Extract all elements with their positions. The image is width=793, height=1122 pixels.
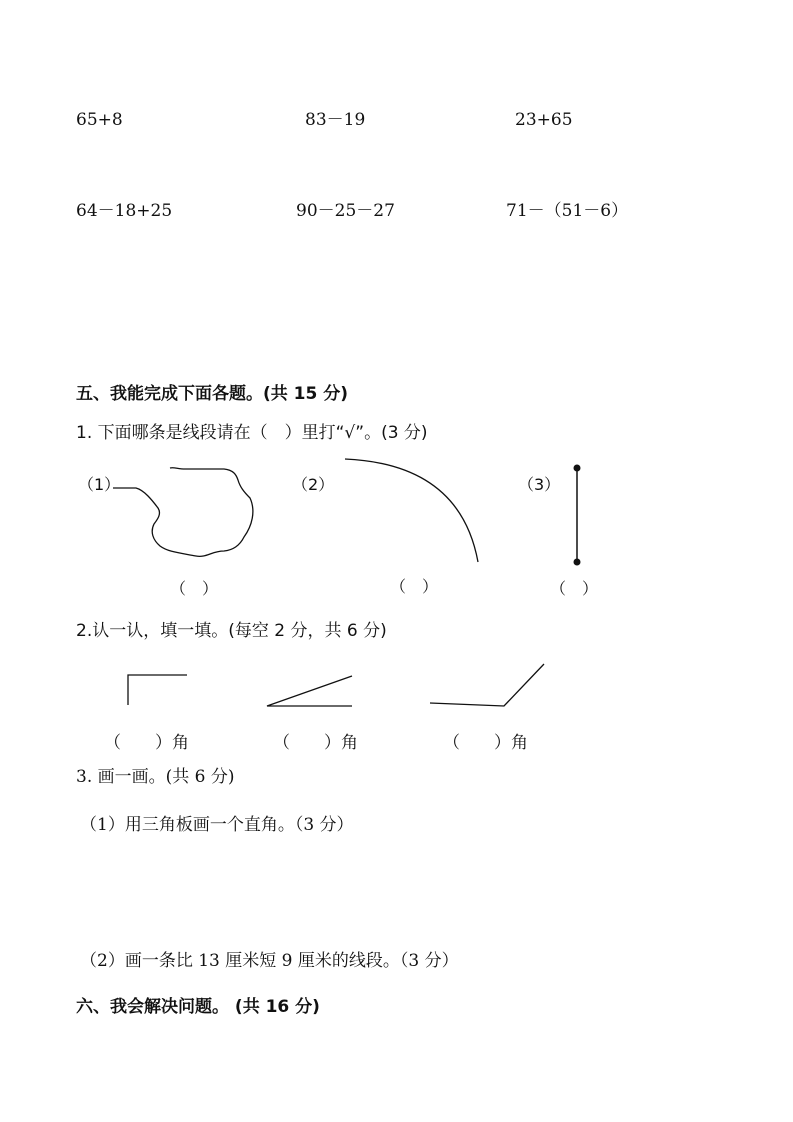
expression-4: 64－18+25 xyxy=(76,201,173,221)
q3-part1: （1）用三角板画一个直角。（3 分） xyxy=(80,815,354,835)
q1-label-2: （2） xyxy=(292,475,335,494)
acute-angle-figure xyxy=(267,676,352,706)
right-angle-figure xyxy=(128,675,187,705)
section-six-title: 六、我会解决问题。 (共 16 分) xyxy=(76,997,320,1017)
expression-3: 23+65 xyxy=(515,110,573,130)
expression-2: 83－19 xyxy=(305,110,366,130)
expression-1: 65+8 xyxy=(76,110,123,130)
q3-part2: （2）画一条比 13 厘米短 9 厘米的线段。（3 分） xyxy=(80,951,459,971)
q2-answer-3[interactable]: （ ）角 xyxy=(443,733,528,753)
arc-line-figure-2 xyxy=(345,459,478,562)
q1-label-1: （1） xyxy=(78,475,121,494)
segment-endpoint-bottom xyxy=(574,559,581,566)
q1-answer-blank-1[interactable]: （ ） xyxy=(170,579,219,598)
curved-line-figure-1 xyxy=(113,468,253,557)
expression-6: 71－（51－6） xyxy=(506,201,629,221)
q1-answer-blank-2[interactable]: （ ） xyxy=(390,577,439,596)
q2-answer-2[interactable]: （ ）角 xyxy=(273,733,358,753)
q1-answer-blank-3[interactable]: （ ） xyxy=(550,579,599,598)
segment-endpoint-top xyxy=(574,465,581,472)
q3-prompt: 3. 画一画。(共 6 分) xyxy=(76,767,235,787)
section-five-title: 五、我能完成下面各题。(共 15 分) xyxy=(76,384,349,404)
q2-answer-1[interactable]: （ ）角 xyxy=(104,733,189,753)
q2-prompt: 2.认一认，填一填。(每空 2 分，共 6 分) xyxy=(76,621,387,641)
expression-5: 90－25－27 xyxy=(296,201,395,221)
obtuse-angle-figure xyxy=(430,664,544,706)
q1-prompt: 1. 下面哪条是线段请在（ ）里打“√”。(3 分) xyxy=(76,423,428,443)
q1-label-3: （3） xyxy=(518,475,561,494)
